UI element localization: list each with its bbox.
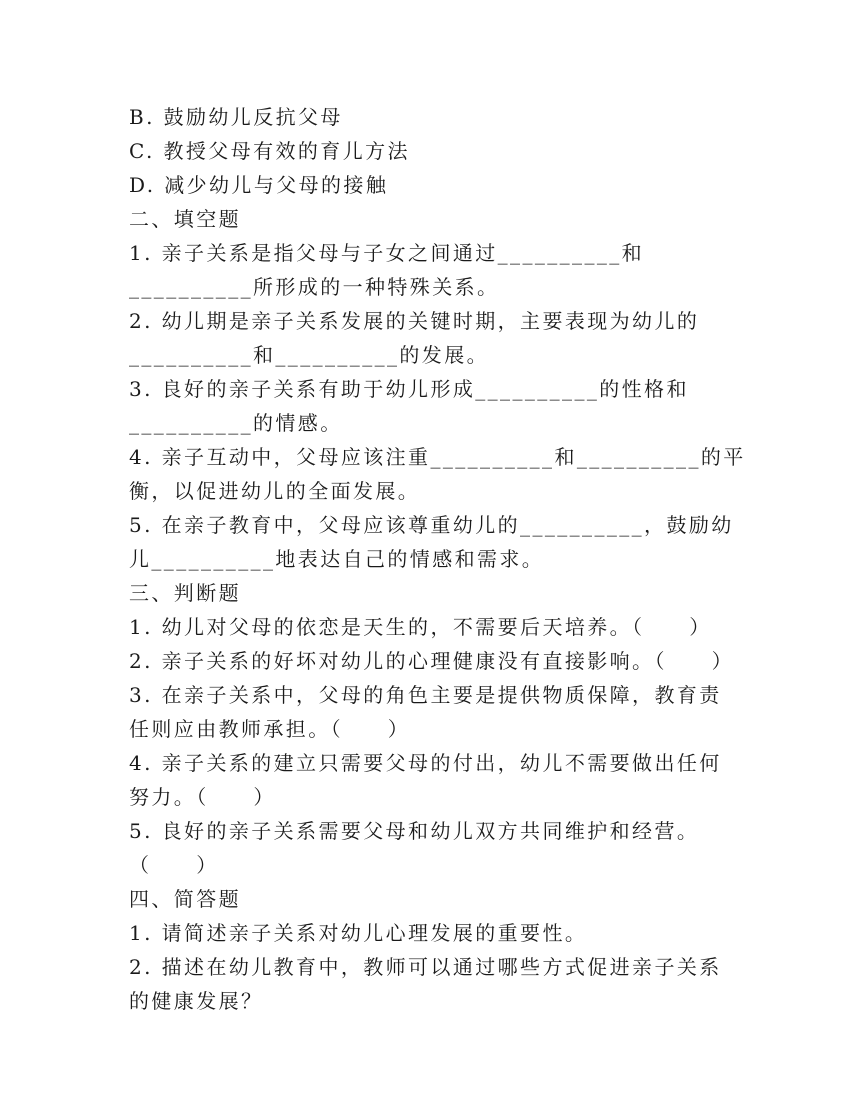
- option-c: C. 教授父母有效的育儿方法: [129, 139, 410, 163]
- option-b: B. 鼓励幼儿反抗父母: [129, 105, 343, 129]
- tf-question-3-line-1: 3. 在亲子关系中，父母的角色主要是提供物质保障，教育责: [129, 683, 722, 707]
- fill-question-2-line-2: __________和__________的发展。: [129, 343, 489, 367]
- tf-question-5-line-2: （ ）: [129, 853, 219, 877]
- fill-question-3-line-1: 3. 良好的亲子关系有助于幼儿形成__________的性格和: [129, 377, 689, 401]
- fill-question-3-line-2: __________的情感。: [129, 411, 343, 435]
- sa-question-2-line-2: 的健康发展？: [129, 989, 264, 1013]
- document-body: [129, 100, 746, 1018]
- fill-question-1-line-1: 1. 亲子关系是指父母与子女之间通过__________和: [129, 241, 645, 265]
- sa-question-1: 1. 请简述亲子关系对幼儿心理发展的重要性。: [129, 921, 588, 945]
- fill-question-2-line-1: 2. 幼儿期是亲子关系发展的关键时期，主要表现为幼儿的: [129, 309, 700, 333]
- fill-question-4-line-2: 衡，以促进幼儿的全面发展。: [129, 479, 421, 503]
- fill-question-5-line-1: 5. 在亲子教育中，父母应该尊重幼儿的__________，鼓励幼: [129, 513, 734, 537]
- tf-question-4-line-2: 努力。（ ）: [129, 785, 276, 809]
- tf-question-5-line-1: 5. 良好的亲子关系需要父母和幼儿双方共同维护和经营。: [129, 819, 700, 843]
- tf-question-4-line-1: 4. 亲子关系的建立只需要父母的付出，幼儿不需要做出任何: [129, 751, 722, 775]
- tf-question-2: 2. 亲子关系的好坏对幼儿的心理健康没有直接影响。（ ）: [129, 649, 735, 673]
- tf-question-3-line-2: 任则应由教师承担。（ ）: [129, 717, 411, 741]
- section-heading-short-answer: 四、简答题: [129, 887, 241, 911]
- fill-question-1-line-2: __________所形成的一种特殊关系。: [129, 275, 500, 299]
- section-heading-fill-in: 二、填空题: [129, 207, 241, 231]
- section-heading-true-false: 三、判断题: [129, 581, 241, 605]
- fill-question-5-line-2: 儿__________地表达自己的情感和需求。: [129, 547, 545, 571]
- fill-question-4-line-1: 4. 亲子互动中，父母应该注重__________和__________的平: [129, 445, 746, 469]
- sa-question-2-line-1: 2. 描述在幼儿教育中，教师可以通过哪些方式促进亲子关系: [129, 955, 722, 979]
- tf-question-1: 1. 幼儿对父母的依恋是天生的，不需要后天培养。（ ）: [129, 615, 712, 639]
- option-d: D. 减少幼儿与父母的接触: [129, 173, 389, 197]
